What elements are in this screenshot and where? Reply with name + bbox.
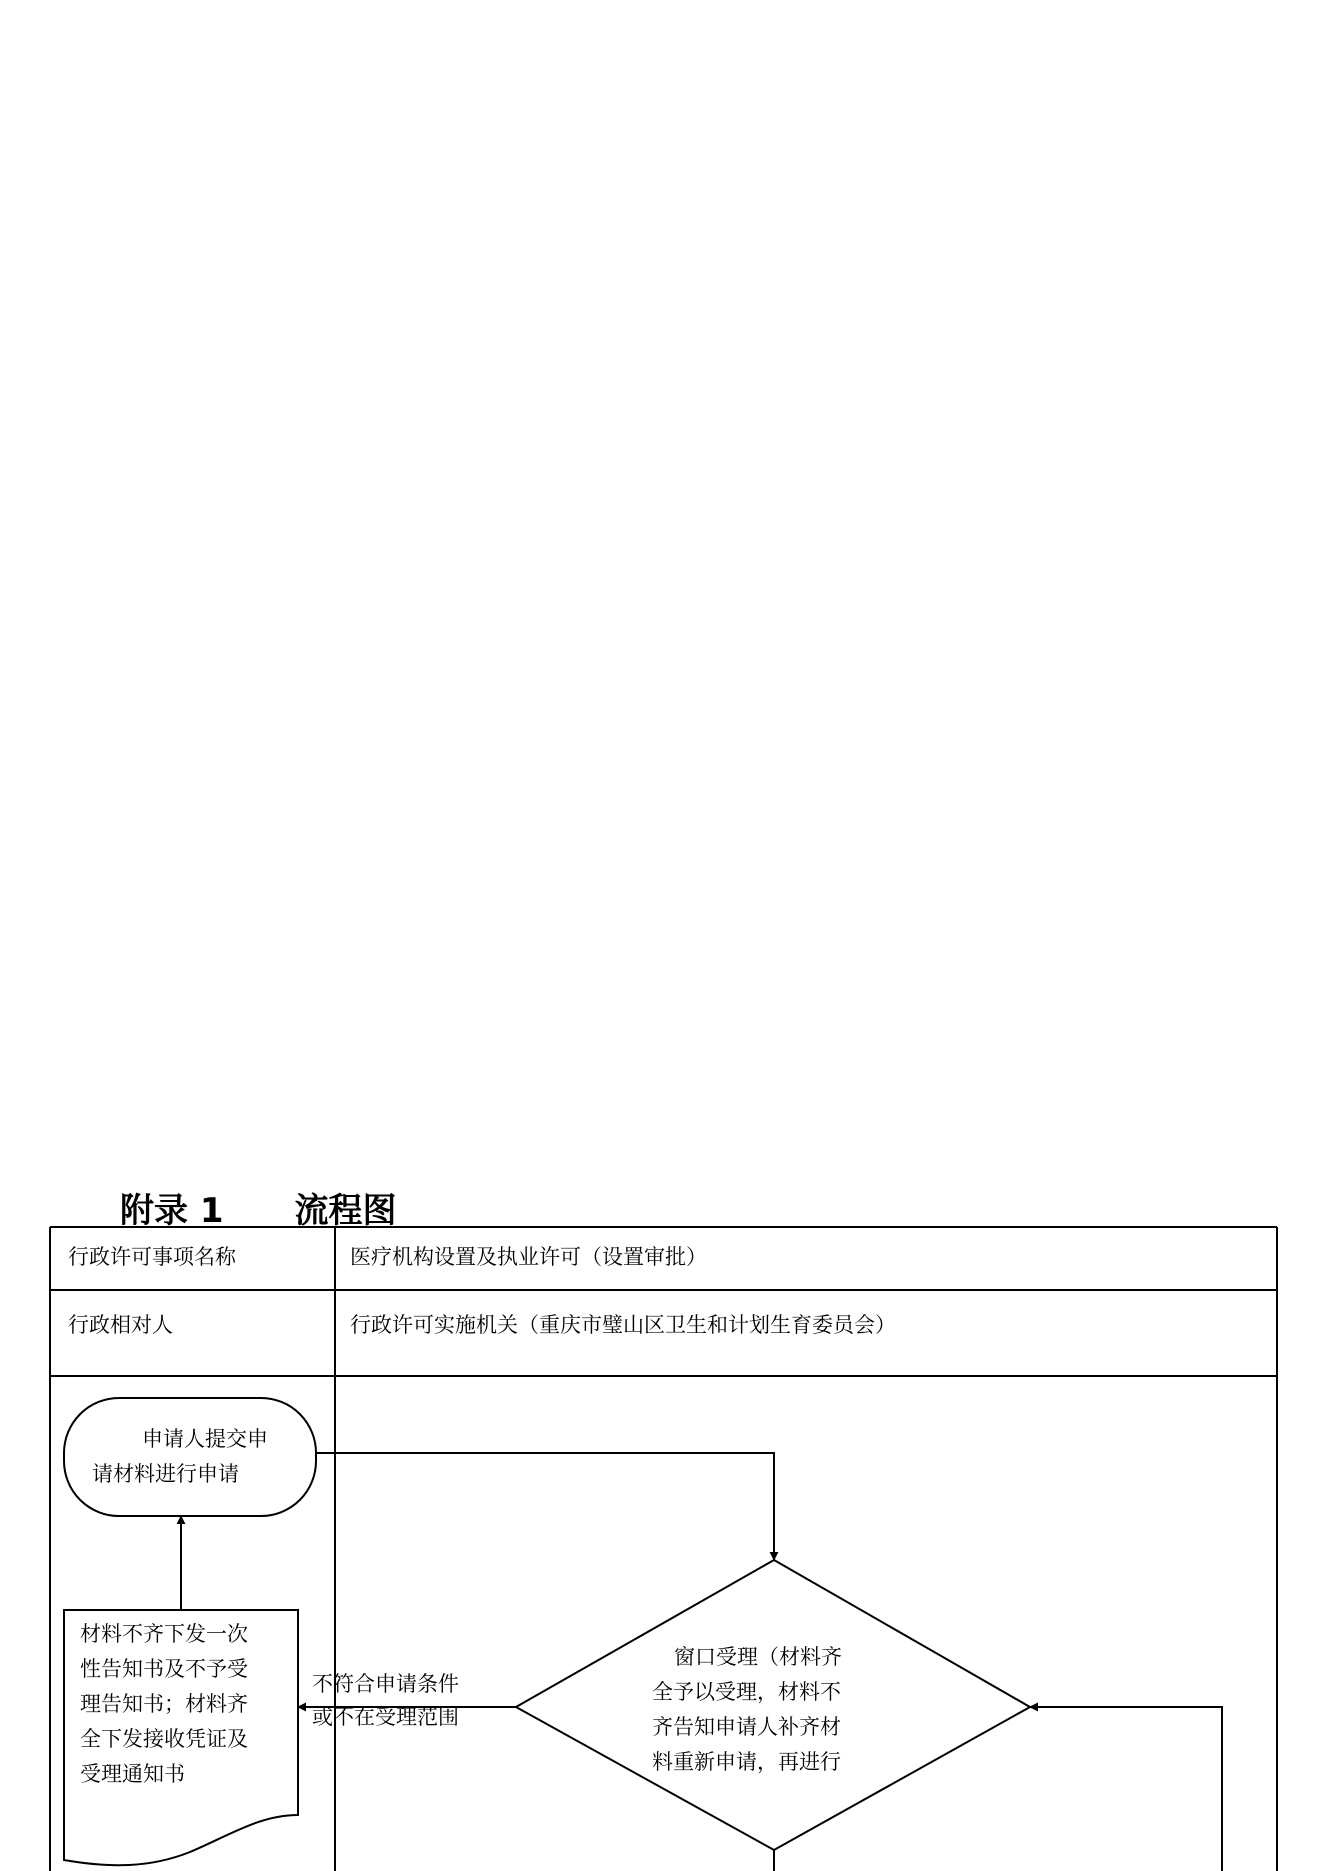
page-title: 附录 1 流程图 — [120, 1191, 397, 1231]
reject-label-line: 或不在受理范围 — [312, 1705, 459, 1729]
document-node-line: 材料不齐下发一次 — [80, 1622, 248, 1646]
start-node-line: 申请人提交申 — [142, 1427, 268, 1451]
row2-value: 行政许可实施机关（重庆市璧山区卫生和计划生育委员会） — [350, 1313, 896, 1337]
reject-label-line: 不符合申请条件 — [312, 1672, 459, 1696]
document-node-line: 性告知书及不予受 — [80, 1657, 248, 1681]
document-node — [80, 1617, 295, 1792]
start-node — [82, 1422, 302, 1492]
decision-node-line: 窗口受理（材料齐 — [674, 1645, 842, 1669]
decision-node-line: 料重新申请，再进行 — [652, 1750, 841, 1774]
decision-node-line: 全予以受理，材料不 — [652, 1680, 841, 1704]
start-node-line: 请材料进行申请 — [92, 1462, 239, 1486]
row1-label: 行政许可事项名称 — [68, 1245, 236, 1269]
document-node-line: 受理通知书 — [80, 1762, 185, 1786]
row2-label: 行政相对人 — [68, 1313, 173, 1337]
reject-label — [312, 1668, 459, 1734]
connector-loop-to-decision — [1030, 1707, 1222, 1871]
document-node-line: 理告知书；材料齐 — [80, 1692, 248, 1716]
decision-node — [650, 1640, 890, 1780]
row1-value: 医疗机构设置及执业许可（设置审批） — [350, 1245, 707, 1269]
document-node-line: 全下发接收凭证及 — [80, 1727, 248, 1751]
connector-start-to-decision — [316, 1453, 774, 1560]
decision-node-line: 齐告知申请人补齐材 — [652, 1715, 841, 1739]
